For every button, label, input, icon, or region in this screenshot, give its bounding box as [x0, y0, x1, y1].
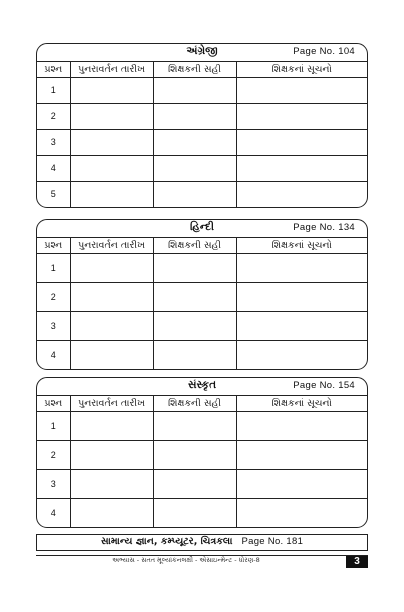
col-teacher-sign: શિક્ષકની સહી	[153, 62, 236, 77]
revision-date-cell[interactable]	[70, 340, 153, 369]
teacher-sign-cell[interactable]	[153, 77, 236, 103]
teacher-sign-cell[interactable]	[153, 498, 236, 527]
teacher-sign-cell[interactable]	[153, 155, 236, 181]
table-row	[37, 129, 367, 155]
section-page-ref: Page No. 154	[293, 380, 355, 391]
teacher-notes-cell[interactable]	[236, 129, 367, 155]
row-number: 3	[37, 311, 70, 340]
row-number: 2	[37, 282, 70, 311]
section-title: અંગ્રેજી	[186, 45, 218, 57]
teacher-notes-cell[interactable]	[236, 253, 367, 282]
teacher-sign-cell[interactable]	[153, 311, 236, 340]
section-title: સંસ્કૃત	[187, 379, 217, 391]
table-row	[37, 181, 367, 207]
section-sanskrit	[36, 377, 368, 528]
table-row	[37, 155, 367, 181]
table-row	[37, 103, 367, 129]
section-page-ref: Page No. 134	[293, 222, 355, 233]
col-teacher-notes: શિક્ષકનાં સૂચનો	[236, 238, 367, 253]
teacher-sign-cell[interactable]	[153, 440, 236, 469]
row-number: 1	[37, 77, 70, 103]
section-header	[37, 378, 367, 396]
teacher-notes-cell[interactable]	[236, 311, 367, 340]
teacher-notes-cell[interactable]	[236, 469, 367, 498]
col-revision-date: પુનરાવર્તન તારીખ	[70, 396, 153, 411]
col-teacher-sign: શિક્ષકની સહી	[153, 238, 236, 253]
revision-date-cell[interactable]	[70, 253, 153, 282]
row-number: 2	[37, 103, 70, 129]
row-number: 4	[37, 340, 70, 369]
col-teacher-notes: શિક્ષકનાં સૂચનો	[236, 396, 367, 411]
row-number: 5	[37, 181, 70, 207]
section-header	[37, 44, 367, 62]
revision-date-cell[interactable]	[70, 411, 153, 440]
section-title: હિન્દી	[190, 221, 214, 233]
revision-date-cell[interactable]	[70, 77, 153, 103]
revision-date-cell[interactable]	[70, 181, 153, 207]
revision-date-cell[interactable]	[70, 440, 153, 469]
revision-date-cell[interactable]	[70, 155, 153, 181]
row-number: 3	[37, 469, 70, 498]
teacher-notes-cell[interactable]	[236, 498, 367, 527]
teacher-sign-cell[interactable]	[153, 340, 236, 369]
row-number: 4	[37, 498, 70, 527]
page-number: 3	[346, 556, 368, 568]
revision-table	[37, 238, 367, 369]
revision-table	[37, 62, 367, 207]
teacher-sign-cell[interactable]	[153, 411, 236, 440]
revision-date-cell[interactable]	[70, 129, 153, 155]
section-hindi	[36, 219, 368, 370]
revision-date-cell[interactable]	[70, 103, 153, 129]
teacher-sign-cell[interactable]	[153, 469, 236, 498]
col-revision-date: પુનરાવર્તન તારીખ	[70, 238, 153, 253]
teacher-sign-cell[interactable]	[153, 103, 236, 129]
col-question: પ્રશ્ન	[37, 62, 70, 77]
revision-date-cell[interactable]	[70, 311, 153, 340]
revision-date-cell[interactable]	[70, 498, 153, 527]
row-number: 1	[37, 253, 70, 282]
revision-table	[37, 396, 367, 527]
teacher-notes-cell[interactable]	[236, 103, 367, 129]
teacher-notes-cell[interactable]	[236, 282, 367, 311]
footer-subjects: સામાન્ય જ્ઞાન, કમ્પ્યૂટર, ચિત્રકલા	[100, 536, 233, 547]
section-english	[36, 43, 368, 208]
teacher-sign-cell[interactable]	[153, 253, 236, 282]
table-row	[37, 253, 367, 282]
teacher-notes-cell[interactable]	[236, 77, 367, 103]
section-page-ref: Page No. 104	[293, 46, 355, 57]
table-row	[37, 440, 367, 469]
footer-subjects-box	[36, 534, 368, 551]
teacher-sign-cell[interactable]	[153, 282, 236, 311]
teacher-notes-cell[interactable]	[236, 340, 367, 369]
teacher-sign-cell[interactable]	[153, 181, 236, 207]
table-row	[37, 469, 367, 498]
row-number: 2	[37, 440, 70, 469]
row-number: 4	[37, 155, 70, 181]
teacher-notes-cell[interactable]	[236, 411, 367, 440]
col-question: પ્રશ્ન	[37, 238, 70, 253]
table-row	[37, 282, 367, 311]
revision-date-cell[interactable]	[70, 469, 153, 498]
revision-date-cell[interactable]	[70, 282, 153, 311]
table-row	[37, 311, 367, 340]
col-teacher-sign: શિક્ષકની સહી	[153, 396, 236, 411]
table-row	[37, 77, 367, 103]
teacher-notes-cell[interactable]	[236, 155, 367, 181]
table-row	[37, 411, 367, 440]
footer-page-ref: Page No. 181	[241, 536, 304, 547]
teacher-notes-cell[interactable]	[236, 181, 367, 207]
teacher-sign-cell[interactable]	[153, 129, 236, 155]
teacher-notes-cell[interactable]	[236, 440, 367, 469]
col-teacher-notes: શિક્ષકનાં સૂચનો	[236, 62, 367, 77]
col-question: પ્રશ્ન	[37, 396, 70, 411]
table-row	[37, 340, 367, 369]
section-header	[37, 220, 367, 238]
row-number: 1	[37, 411, 70, 440]
running-footer: અભ્યાસ - સતત મૂલ્યાંકનલક્ષી - એસાઇન્મેન્ટ - ધોરણ-8	[112, 556, 260, 564]
row-number: 3	[37, 129, 70, 155]
table-row	[37, 498, 367, 527]
col-revision-date: પુનરાવર્તન તારીખ	[70, 62, 153, 77]
